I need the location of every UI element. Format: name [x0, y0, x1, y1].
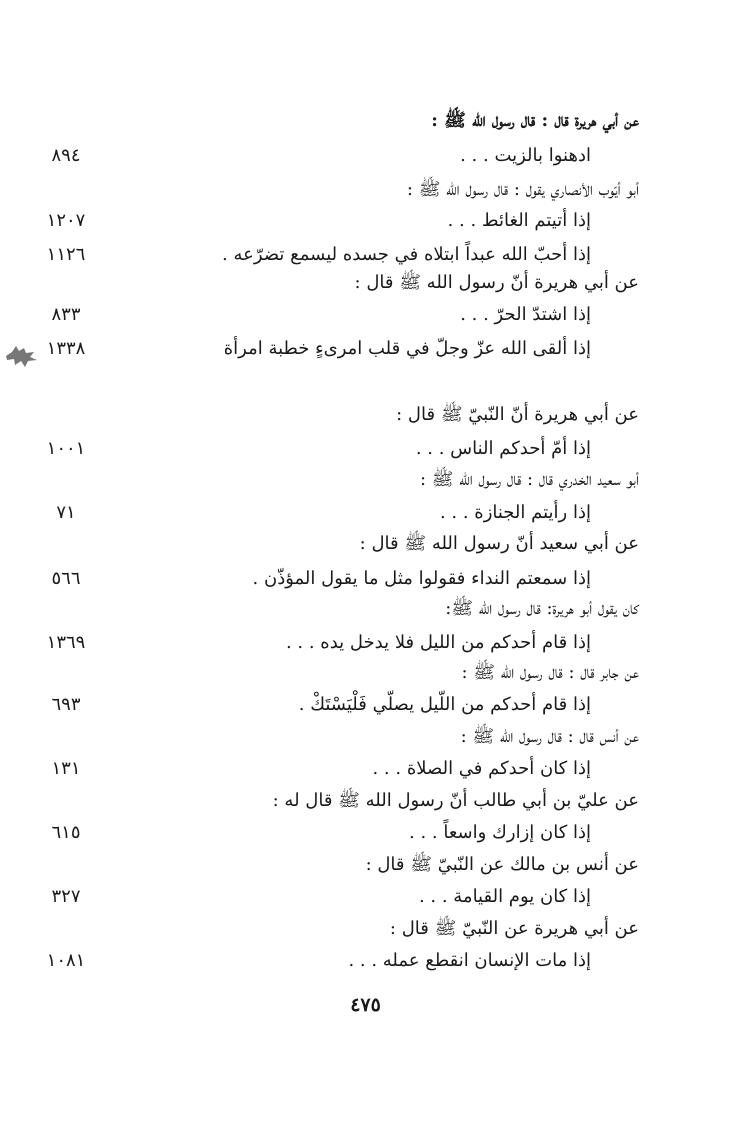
- ink-blot-mark: [2, 340, 40, 370]
- hadith-chain-row: [0, 784, 731, 818]
- hadith-number: ١٠٠١: [46, 438, 86, 459]
- hadith-chain-row: [0, 656, 731, 690]
- hadith-opening-text: إذا قام أحدكم من اللّيل يصلّي فَلْيَسْتَكْ .: [298, 694, 591, 715]
- hadith-chain-row: [0, 720, 731, 754]
- hadith-entry-row: [0, 432, 731, 466]
- hadith-number: ٦١٥: [51, 822, 81, 843]
- narrator-chain-text: عن أبي هريرة قال : قال رسول الله ﷺ :: [431, 110, 639, 131]
- hadith-entry-row: [0, 880, 731, 914]
- narrator-chain-text: عن أنس بن مالك عن النّبيّ ﷺ قال :: [365, 854, 639, 875]
- hadith-chain-row: [0, 398, 731, 432]
- narrator-chain-text: عن أبي هريرة أنّ النّبيّ ﷺ قال :: [396, 404, 639, 425]
- hadith-entry-row: [0, 139, 731, 173]
- hadith-opening-text: إذا سمعتم النداء فقولوا مثل ما يقول المؤذّن .: [252, 568, 591, 589]
- hadith-number: ١٣١: [51, 758, 81, 779]
- hadith-number: ١٣٣٨: [46, 338, 86, 359]
- hadith-opening-text: إذا كان يوم القيامة . . .: [418, 886, 591, 907]
- hadith-number: ٨٣٣: [51, 304, 81, 325]
- hadith-opening-text: إذا أحبّ الله عبداً ابتلاه في جسده ليسمع تضرّعه .: [222, 244, 591, 265]
- hadith-opening-text: إذا كان إزارك واسعاً . . .: [409, 822, 591, 843]
- hadith-number: ٣٢٧: [51, 886, 81, 907]
- hadith-entry-row: [0, 752, 731, 786]
- narrator-chain-text: عن أبي هريرة عن النّبيّ ﷺ قال :: [389, 918, 639, 939]
- hadith-number: ١٠٨١: [46, 950, 86, 971]
- hadith-entry-row: [0, 332, 731, 366]
- narrator-chain-text: عن أنس قال : قال رسول الله ﷺ :: [460, 726, 639, 747]
- hadith-number: ١٢٠٧: [46, 210, 86, 231]
- hadith-entry-row: [0, 626, 731, 660]
- hadith-chain-row: [0, 592, 731, 626]
- hadith-entry-row: [0, 496, 731, 530]
- hadith-chain-row: [0, 463, 731, 497]
- narrator-chain-text: عن عليّ بن أبي طالب أنّ رسول الله ﷺ قال له :: [272, 790, 639, 811]
- hadith-opening-text: إذا أتيتم الغائط . . .: [447, 210, 591, 231]
- hadith-entry-row: [0, 204, 731, 238]
- hadith-opening-text: إذا اشتدّ الحرّ . . .: [460, 304, 591, 325]
- hadith-number: ٨٩٤: [51, 145, 81, 166]
- hadith-opening-text: إذا مات الإنسان انقطع عمله . . .: [348, 950, 591, 971]
- narrator-chain-text: عن أبي هريرة أنّ رسول الله ﷺ قال :: [354, 272, 639, 293]
- hadith-number: ٦٩٣: [51, 694, 81, 715]
- hadith-opening-text: ادهنوا بالزيت . . .: [460, 145, 591, 166]
- hadith-entry-row: [0, 688, 731, 722]
- hadith-entry-row: [0, 562, 731, 596]
- hadith-chain-row: [0, 104, 731, 138]
- narrator-chain-text: أبو أيّوب الأنصاري يقول : قال رسول الله ﷺ :: [406, 179, 639, 200]
- hadith-opening-text: إذا قام أحدكم من الليل فلا يدخل يده . . .: [285, 632, 591, 653]
- narrator-chain-text: عن جابر قال : قال رسول الله ﷺ :: [461, 662, 639, 683]
- hadith-entry-row: [0, 944, 731, 978]
- hadith-opening-text: إذا ألقى الله عزّ وجلّ في قلب امرىءٍ خطبة امرأة: [223, 338, 591, 359]
- narrator-chain-text: عن أبي سعيد أنّ رسول الله ﷺ قال :: [359, 533, 639, 554]
- page-number: ٤٧٥: [350, 994, 381, 1016]
- narrator-chain-text: أبو سعيد الخدري قال : قال رسول الله ﷺ :: [419, 469, 639, 490]
- hadith-number: ١٣٦٩: [46, 632, 86, 653]
- hadith-opening-text: إذا أمّ أحدكم الناس . . .: [415, 438, 591, 459]
- hadith-number: ٧١: [56, 502, 76, 523]
- hadith-chain-row: [0, 173, 731, 207]
- hadith-chain-row: [0, 848, 731, 882]
- narrator-chain-text: كان يقول أبو هريرة: قال رسول الله ﷺ:: [445, 598, 639, 619]
- hadith-opening-text: إذا كان أحدكم في الصلاة . . .: [372, 758, 591, 779]
- hadith-number: ١١٢٦: [46, 244, 86, 265]
- hadith-entry-row: [0, 816, 731, 850]
- hadith-chain-row: [0, 912, 731, 946]
- hadith-number: ٥٦٦: [51, 568, 81, 589]
- hadith-opening-text: إذا رأيتم الجنازة . . .: [439, 502, 591, 523]
- hadith-chain-row: [0, 527, 731, 561]
- hadith-chain-row: [0, 266, 731, 300]
- hadith-entry-row: [0, 298, 731, 332]
